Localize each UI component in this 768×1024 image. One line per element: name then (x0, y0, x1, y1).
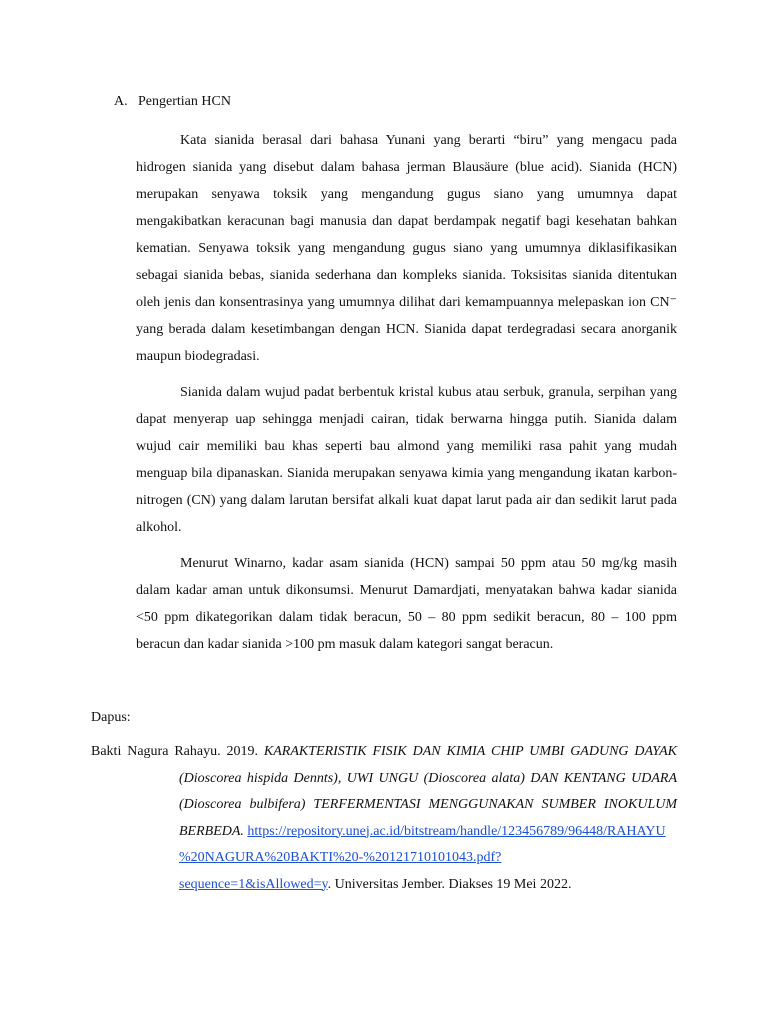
reference-link[interactable]: https://repository.unej.ac.id/bitstream/handle/123456789/96448/RAHAYU %20NAGURA%20BAKTI%20-%20121710101043.pdf? sequence=1&isAllowed=y (179, 823, 666, 892)
reference-authors: Bakti Nagura Rahayu. 2019. (91, 744, 258, 759)
section-title: Pengertian HCN (138, 94, 231, 109)
body-text (136, 127, 677, 667)
paragraph-2: Sianida dalam wujud padat berbentuk kristal kubus atau serbuk, granula, serpihan yang dapat menyerap uap sehingga menjadi cairan, tidak berwarna hingga putih. Sianida dalam wujud cair memiliki bau khas seperti bau almond yang memiliki rasa pahit yang mudah menguap bila dipanaskan. Sianida merupakan senyawa kimia yang mengandung ikatan karbon-nitrogen (CN) yang dalam larutan bersifat alkali kuat dapat larut pada air dan sedikit larut pada alkohol. (136, 385, 677, 535)
section-marker: A. (114, 94, 128, 109)
references-label: Dapus: (91, 710, 131, 725)
reference-trailer: . Universitas Jember. Diakses 19 Mei 2022. (327, 876, 572, 892)
reference-title: KARAKTERISTIK FISIK DAN KIMIA CHIP UMBI GADUNG DAYAK (Dioscorea hispida Dennts), UWI UNGU (Dioscorea alata) DAN KENTANG UDARA (Dioscorea bulbifera) TERFERMENTASI MENGGUNAKAN SUMBER INOKULUM BERBEDA. (179, 744, 678, 839)
paragraph-1: Kata sianida berasal dari bahasa Yunani yang berarti “biru” yang mengacu pada hidrogen sianida yang disebut dalam bahasa jerman Blausäure (blue acid). Sianida (HCN) merupakan senyawa toksik yang mengandung gugus siano yang umumnya dapat mengakibatkan keracunan bagi manusia dan dapat berdampak negatif bagi kesehatan bahkan kematian. Senyawa toksik yang mengandung gugus siano yang umumnya diklasifikasikan sebagai sianida bebas, sianida sederhana dan kompleks sianida. Toksisitas sianida ditentukan oleh jenis dan konsentrasinya yang umumnya dilihat dari kemampuannya melepaskan ion CN⁻ yang berada dalam kesetimbangan dengan HCN. Sianida dapat terdegradasi secara anorganik maupun biodegradasi. (136, 133, 677, 364)
reference-entry (91, 739, 677, 898)
paragraph-3: Menurut Winarno, kadar asam sianida (HCN) sampai 50 ppm atau 50 mg/kg masih dalam kadar aman untuk dikonsumsi. Menurut Damardjati, menyatakan bahwa kadar sianida <50 ppm dikategorikan dalam tidak beracun, 50 – 80 ppm sedikit beracun, 80 – 100 ppm beracun dan kadar sianida >100 pm masuk dalam kategori sangat beracun. (136, 556, 677, 652)
section-heading (114, 92, 231, 112)
